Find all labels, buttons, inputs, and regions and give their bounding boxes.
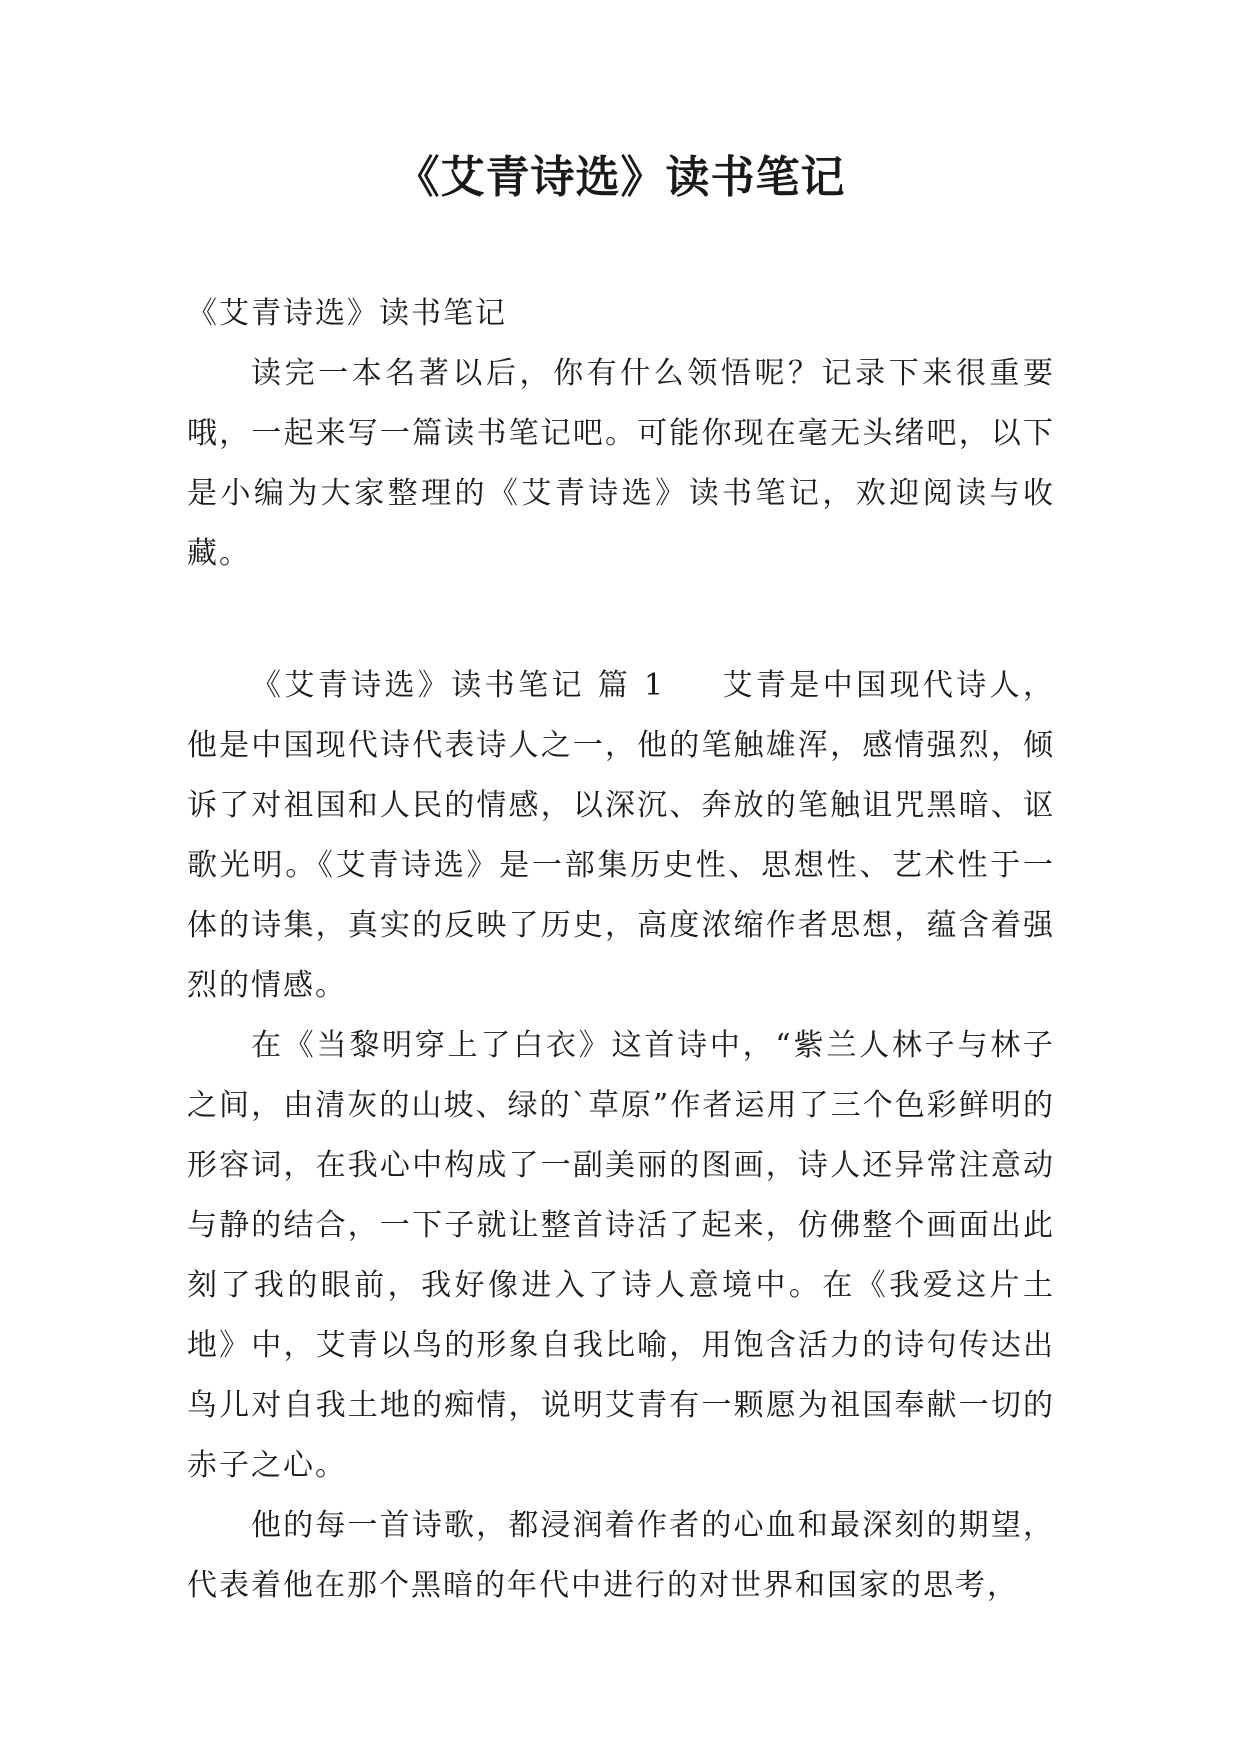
chapter-paragraph bbox=[187, 656, 1055, 1016]
chapter-label: 《艾青诗选》读书笔记 篇 1 bbox=[251, 668, 666, 703]
document-title: 《艾青诗选》读书笔记 bbox=[395, 152, 846, 203]
document-body bbox=[187, 284, 1055, 1616]
paragraph-3: 他的每一首诗歌，都浸润着作者的心血和最深刻的期望，代表着他在那个黑暗的年代中进行的对世界和国家的思考， bbox=[187, 1508, 1055, 1603]
paragraph-2: 在《当黎明穿上了白衣》这首诗中，“紫兰人林子与林子之间，由清灰的山坡、绿的`草原”作者运用了三个色彩鲜明的形容词，在我心中构成了一副美丽的图画，诗人还异常注意动与静的结合，一下子就让整首诗活了起来，仿佛整个画面出此刻了我的眼前，我好像进入了诗人意境中。在《我爱这片土地》中，艾青以鸟的形象自我比喻，用饱含活力的诗句传达出鸟儿对自我土地的痴情，说明艾青有一颗愿为祖国奉献一切的赤子之心。 bbox=[187, 1028, 1055, 1483]
paragraph-1: 艾青是中国现代诗人，他是中国现代诗代表诗人之一，他的笔触雄浑，感情强烈，倾诉了对祖国和人民的情感，以深沉、奔放的笔触诅咒黑暗、讴歌光明。《艾青诗选》是一部集历史性、思想性、艺术性于一体的诗集，真实的反映了历史，高度浓缩作者思想，蕴含着强烈的情感。 bbox=[187, 668, 1055, 1003]
intro-paragraph: 读完一本名著以后，你有什么领悟呢？记录下来很重要哦，一起来写一篇读书笔记吧。可能你现在毫无头绪吧，以下是小编为大家整理的《艾青诗选》读书笔记，欢迎阅读与收藏。 bbox=[187, 356, 1055, 571]
subheading: 《艾青诗选》读书笔记 bbox=[187, 296, 507, 331]
